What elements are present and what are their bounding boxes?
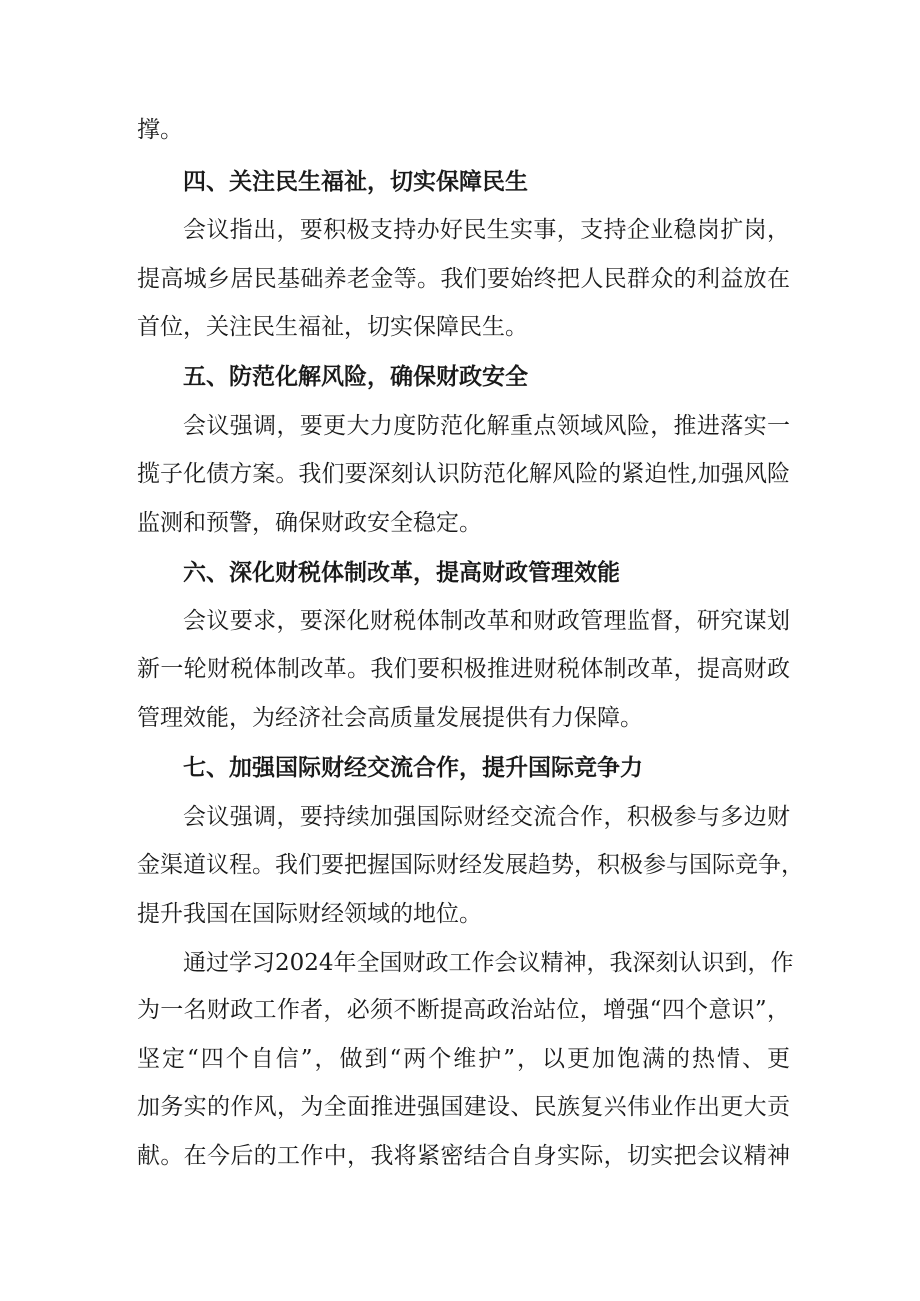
line-text: 揽子化债方案。我们要深刻认识防范化解风险的紧迫性,加强风险 [137, 461, 790, 487]
line-text: 提升我国在国际财经领域的地位。 [137, 901, 482, 927]
section-heading-6 [0, 553, 920, 593]
line-text: 撑。 [137, 117, 183, 143]
text-line-21 [0, 1087, 920, 1127]
line-text: 监测和预警，确保财政安全稳定。 [137, 510, 482, 536]
heading-text: 六、深化财税体制改革，提高财政管理效能 [183, 560, 620, 586]
text-line-11 [0, 601, 920, 641]
line-text: 金渠道议程。我们要把握国际财经发展趋势，积极参与国际竞争， [137, 852, 804, 878]
text-line-18 [0, 943, 920, 983]
text-line-12 [0, 649, 920, 689]
line-text: 管理效能，为经济社会高质量发展提供有力保障。 [137, 705, 643, 731]
line-text: 加务实的作风，为全面推进强国建设、民族复兴伟业作出更大贡 [137, 1094, 790, 1120]
line-text: 为一名财政工作者，必须不断提高政治站位，增强“四个意识”， [137, 997, 790, 1023]
line-text: 首位，关注民生福祉，切实保障民生。 [137, 314, 528, 340]
line-text: 会议要求，要深化财税体制改革和财政管理监督，研究谋划 [183, 608, 790, 634]
section-heading-5 [0, 357, 920, 397]
line-text: 献。在今后的工作中，我将紧密结合自身实际，切实把会议精神 [137, 1143, 790, 1169]
text-line-13 [0, 698, 920, 738]
text-line-16 [0, 845, 920, 885]
text-line-19 [0, 990, 920, 1030]
heading-text: 五、防范化解风险，确保财政安全 [183, 364, 528, 390]
line-text: 提高城乡居民基础养老金等。我们要始终把人民群众的利益放在 [137, 266, 790, 292]
text-line-7 [0, 406, 920, 446]
text-line-4 [0, 259, 920, 299]
heading-text: 四、关注民生福祉，切实保障民生 [183, 169, 528, 195]
text-line-1 [0, 110, 920, 150]
text-line-9 [0, 503, 920, 543]
line-text: 会议强调，要更大力度防范化解重点领域风险，推进落实一 [183, 413, 790, 439]
text-line-5 [0, 307, 920, 347]
line-text: 通过学习2024年全国财政工作会议精神，我深刻认识到，作 [183, 950, 794, 976]
section-heading-4 [0, 162, 920, 202]
section-heading-7 [0, 748, 920, 788]
text-line-17 [0, 894, 920, 934]
line-text: 会议指出，要积极支持办好民生实事，支持企业稳岗扩岗， [183, 217, 790, 243]
text-line-20 [0, 1039, 920, 1079]
heading-text: 七、加强国际财经交流合作，提升国际竞争力 [183, 755, 643, 781]
line-text: 新一轮财税体制改革。我们要积极推进财税体制改革，提高财政 [137, 656, 790, 682]
text-line-15 [0, 797, 920, 837]
text-line-22 [0, 1136, 920, 1176]
text-line-8 [0, 454, 920, 494]
line-text: 会议强调，要持续加强国际财经交流合作，积极参与多边财 [183, 804, 790, 830]
line-text: 坚定“四个自信”，做到“两个维护”，以更加饱满的热情、更 [137, 1046, 790, 1072]
text-line-3 [0, 210, 920, 250]
